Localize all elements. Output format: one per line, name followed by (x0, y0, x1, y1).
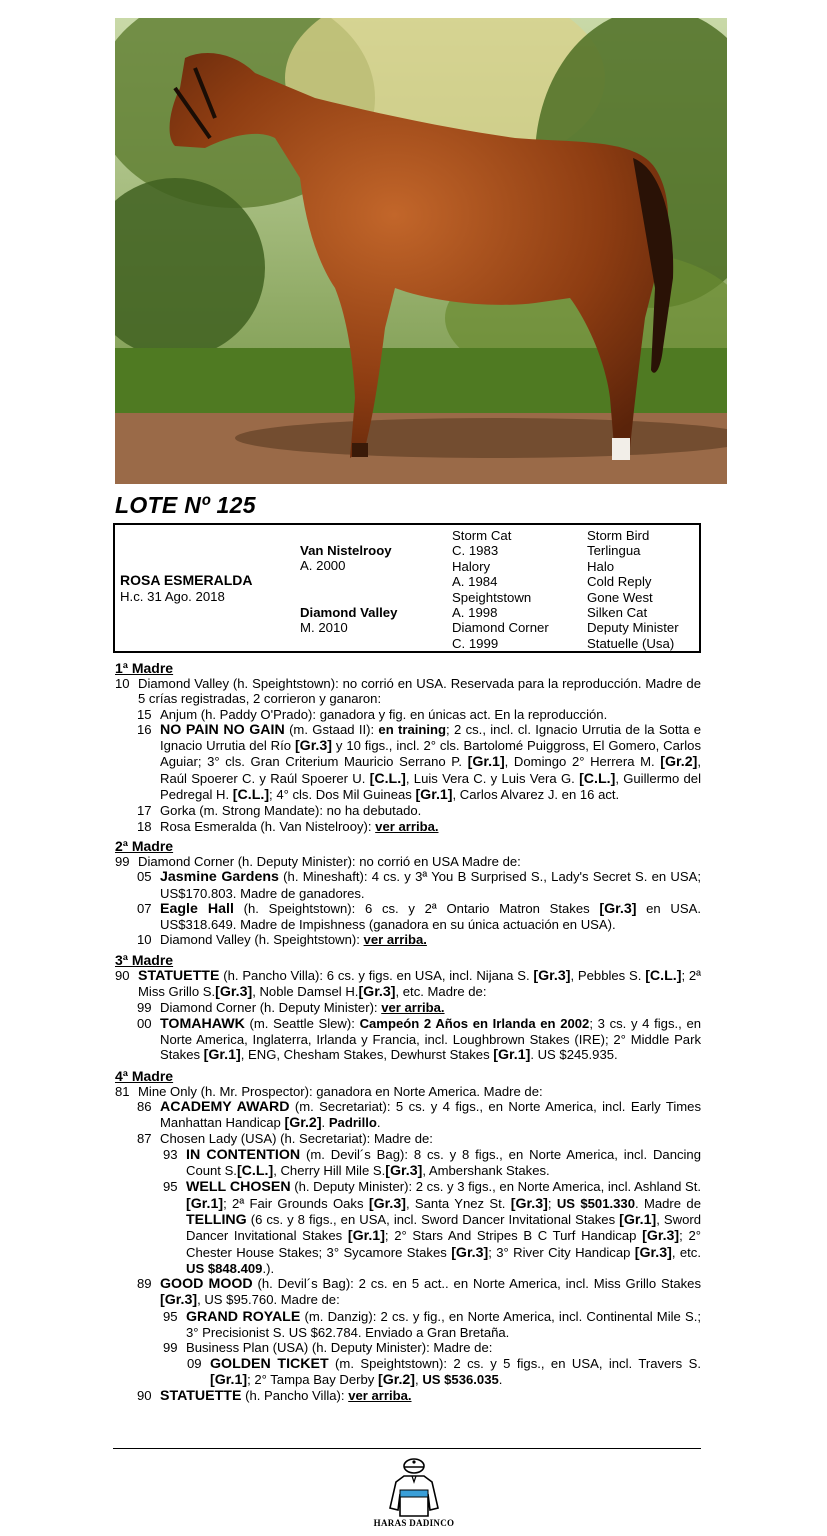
pedigree-cell: Storm Cat (452, 528, 512, 543)
pedigree-cell: Halo (587, 558, 615, 574)
sire-name: Van Nistelrooy (300, 543, 392, 558)
list-item: 16 NO PAIN NO GAIN (m. Gstaad II): en training; 2 cs., incl. cl. Ignacio Urrutia de la Sotta e Ignacio Urrutia del Río [Gr.3] y 10 figs., incl. 2° cls. Bartolomé Puiggross, El Gomero, Carlos Aguiar; 3° cls. Gran Criterium Mauricio Serrano P. [Gr.1], Domingo 2° Herrera M. [Gr.2], Raúl Spoerer C. y Raúl Spoerer U. [C.L.], Luis Vera C. y Luis Vera G. [C.L.], Guillermo del Pedregal H. [C.L.]; 4° cls. Dos Mil Guineas [Gr.1], Carlos Alvarez J. en 16 act. (137, 721, 701, 804)
pedigree-cell: Halory (452, 558, 491, 574)
pedigree-cell: Gone West (587, 589, 653, 605)
list-item: 95 GRAND ROYALE (m. Danzig): 2 cs. y fig., en Norte America, incl. Continental Mile S.; 3° Precisionist S. US $62.784. Enviado a Gran Bretaña. (163, 1308, 702, 1340)
list-item: 95 WELL CHOSEN (h. Deputy Minister): 2 cs. y 3 figs., en Norte America, incl. Ashland St. [Gr.1]; 2ª Fair Grounds Oaks [Gr.3], Santa Ynez St. [Gr.3]; US $501.330. Madre de TELLING (6 cs. y 8 figs., en USA, incl. Sword Dancer Invitational Stakes [Gr.1], Sword Dancer Invitational Stakes [Gr.1]; 2° Stars And Stripes B C Turf Handicap [Gr.3]; 2° Chester House Stakes; 3° Sycamore Stakes [Gr.3]; 3° River City Handicap [Gr.3], etc. US $848.409.). (163, 1179, 702, 1276)
pedigree-great-grandparents (587, 528, 679, 651)
list-item: 93 IN CONTENTION (m. Devil´s Bag): 8 cs. y 8 figs., en Norte America, incl. Dancing Count S.[C.L.], Cherry Hill Mile S.[Gr.3], Ambershank Stakes. (163, 1146, 702, 1180)
section-heading: 4ª Madre (115, 1067, 174, 1084)
section-heading: 3ª Madre (115, 951, 174, 968)
list-item: 17 Gorka (m. Strong Mandate): no ha debutado. (137, 803, 422, 819)
pedigree-cell: Storm Bird (587, 528, 650, 543)
list-item: 15 Anjum (h. Paddy O'Prado): ganadora y fig. en únicas act. En la reproducción. (137, 706, 608, 722)
lot-title: LOTE Nº 125 (115, 492, 256, 518)
brand-name: HARAS DADINCO (373, 1518, 455, 1528)
silks-icon (368, 1456, 460, 1522)
section-heading: 2ª Madre (115, 837, 174, 854)
pedigree-cell: Silken Cat (587, 604, 648, 620)
list-item: 87 Chosen Lady (USA) (h. Secretariat): Madre de: (137, 1131, 433, 1147)
horse-info: H.c. 31 Ago. 2018 (120, 589, 225, 604)
list-item: 89 GOOD MOOD (h. Devil´s Bag): 2 cs. en 5 act.. en Norte America, incl. Miss Grillo Stakes [Gr.3], US $95.760. Madre de: (137, 1276, 701, 1309)
list-item: 10 Diamond Valley (h. Speightstown): no corrió en USA. Reservada para la reproducción. Madre de 5 crías registradas, 2 corrieron y ganaron: (115, 676, 701, 707)
pedigree-cell: Speightstown (452, 589, 532, 605)
pedigree-cell: Deputy Minister (587, 620, 679, 636)
list-item: 10 Diamond Valley (h. Speightstown): ver arriba. (137, 932, 427, 948)
pedigree-cell: Terlingua (587, 543, 641, 559)
list-item: 90 STATUETTE (h. Pancho Villa): 6 cs. y figs. en USA, incl. Nijana S. [Gr.3], Pebbles S. [C.L.]; 2ª Miss Grillo S.[Gr.3], Noble Damsel H.[Gr.3], etc. Madre de: (115, 967, 701, 1001)
list-item: 09 GOLDEN TICKET (m. Speightstown): 2 cs. y 5 figs., en USA, incl. Travers S. [Gr.1]; 2° Tampa Bay Derby [Gr.2], US $536.035. (187, 1355, 701, 1388)
dam-name: Diamond Valley (300, 605, 398, 620)
list-item: 90 STATUETTE (h. Pancho Villa): ver arriba. (137, 1388, 412, 1405)
list-item: 99 Business Plan (USA) (h. Deputy Minister): Madre de: (163, 1340, 493, 1356)
list-item: 07 Eagle Hall (h. Speightstown): 6 cs. y 2ª Ontario Matron Stakes [Gr.3] en USA. US$318.649. Madre de Impishness (ganadora en su única actuación en USA). (137, 900, 701, 933)
list-item: 86 ACADEMY AWARD (m. Secretariat): 5 cs. y 4 figs., en Norte America, incl. Early Times Manhattan Handicap [Gr.2]. Padrillo. (137, 1098, 701, 1132)
dam-year: M. 2010 (300, 620, 348, 635)
list-item: 99 Diamond Corner (h. Deputy Minister): ver arriba. (137, 1000, 445, 1016)
pedigree-cell: Statuelle (Usa) (587, 635, 675, 651)
section-heading: 1ª Madre (115, 660, 174, 676)
pedigree-table (113, 523, 701, 653)
pedigree-cell: A. 1998 (452, 604, 498, 620)
pedigree-cell: A. 1984 (452, 574, 498, 590)
sire-year: A. 2000 (300, 558, 346, 573)
horse-photo (115, 18, 727, 484)
pedigree-cell: Diamond Corner (452, 620, 549, 636)
pedigree-grandparents (452, 528, 549, 651)
footer-divider (113, 1448, 701, 1449)
list-item: 18 Rosa Esmeralda (h. Van Nistelrooy): ver arriba. (137, 818, 439, 834)
horse-photo-image (115, 18, 727, 484)
list-item: 05 Jasmine Gardens (h. Mineshaft): 4 cs. y 3ª You B Surprised S., Lady's Secret S. en USA; US$170.803. Madre de ganadores. (137, 869, 701, 901)
list-item: 99 Diamond Corner (h. Deputy Minister): no corrió en USA Madre de: (115, 853, 521, 869)
pedigree-cell: C. 1999 (452, 635, 499, 651)
list-item: 00 TOMAHAWK (m. Seattle Slew): Campeón 2 Años en Irlanda en 2002; 3 cs. y 4 figs., en Norte America, Inglaterra, Irlanda y Francia, incl. Loughbrown Stakes (IRE); 2° Middle Park Stakes [Gr.1], ENG, Chesham Stakes, Dewhurst Stakes [Gr.1]. US $245.935. (137, 1015, 702, 1064)
pedigree-cell: Cold Reply (587, 574, 652, 590)
list-item: 81 Mine Only (h. Mr. Prospector): ganadora en Norte America. Madre de: (115, 1083, 543, 1099)
horse-name: ROSA ESMERALDA (120, 572, 253, 588)
pedigree-cell: C. 1983 (452, 543, 499, 559)
produce-record (115, 660, 701, 1404)
